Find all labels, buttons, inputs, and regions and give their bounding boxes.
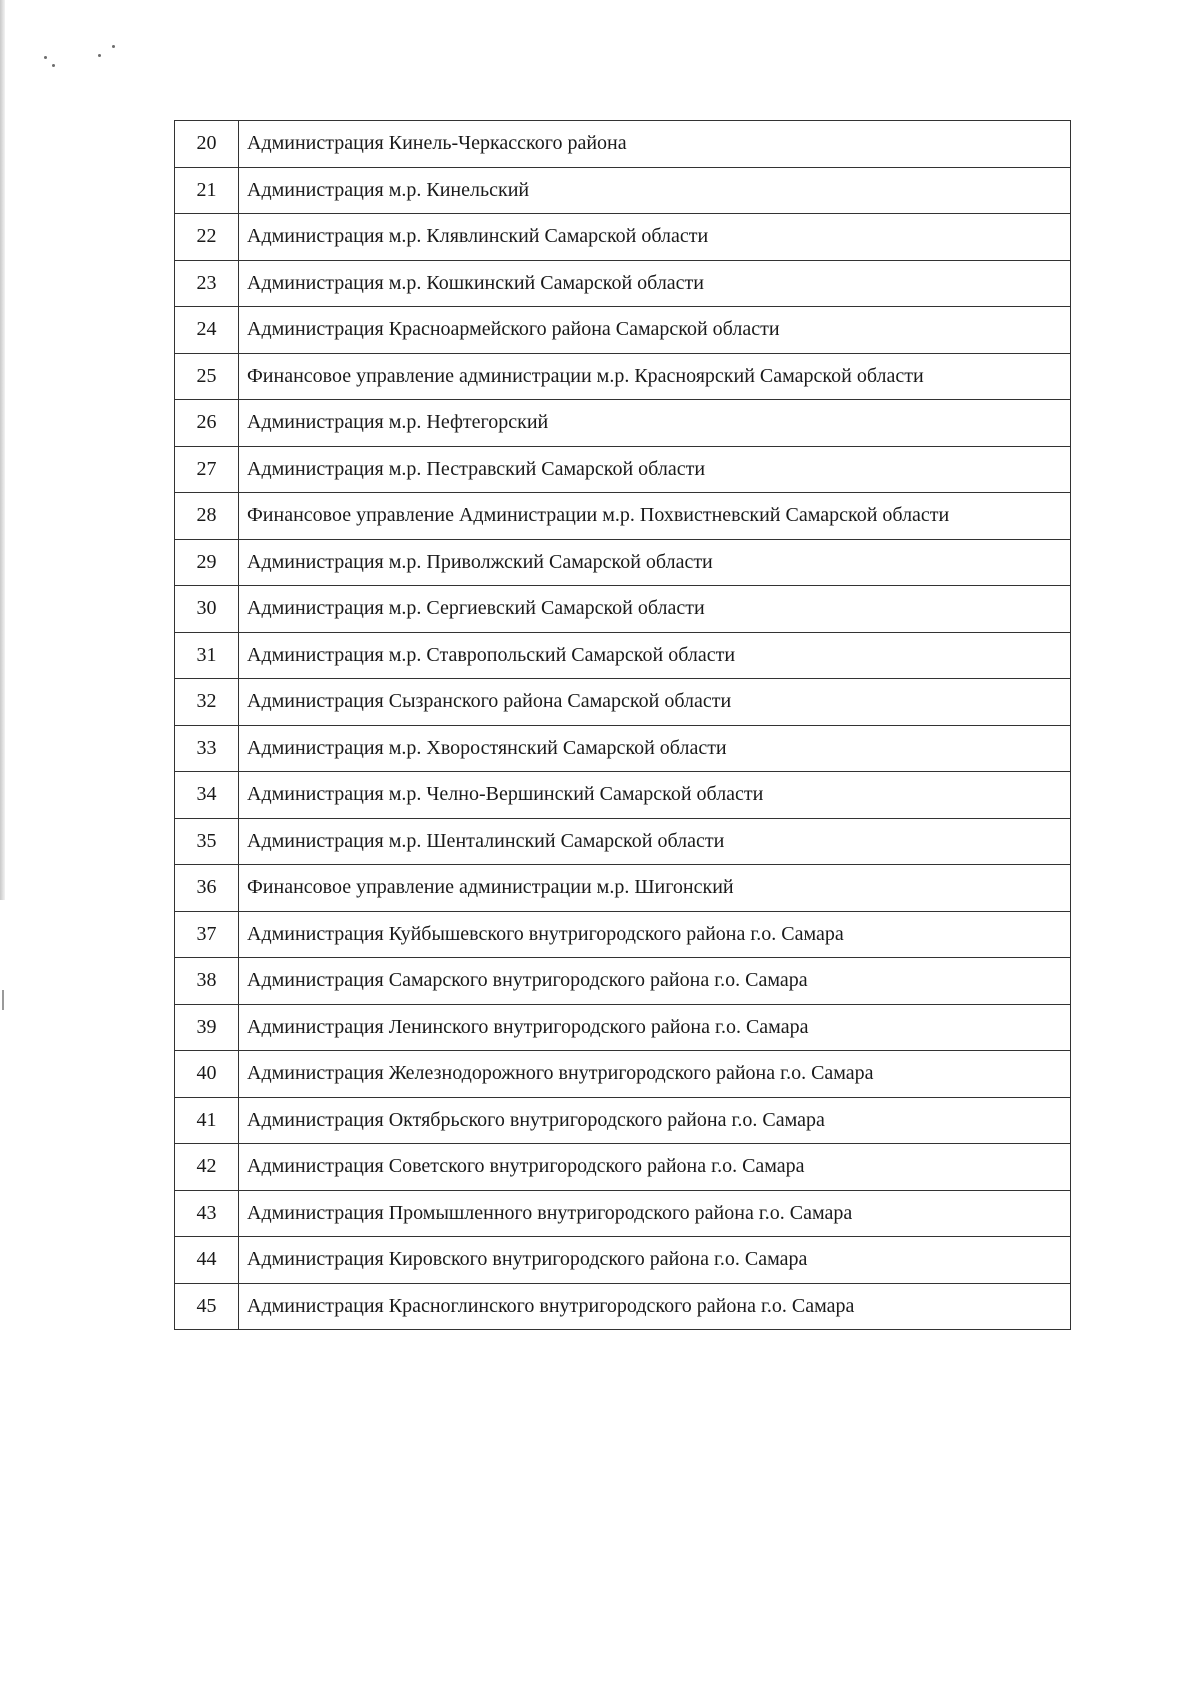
organization-name: Администрация м.р. Кинельский <box>239 167 1071 214</box>
organization-name: Администрация м.р. Нефтегорский <box>239 400 1071 447</box>
row-number: 24 <box>175 307 239 354</box>
scan-edge-shadow <box>0 0 5 900</box>
table-row <box>175 1283 1071 1330</box>
table-row <box>175 214 1071 261</box>
row-number: 26 <box>175 400 239 447</box>
table-row <box>175 1190 1071 1237</box>
organization-name: Администрация Октябрьского внутригородского района г.о. Самара <box>239 1097 1071 1144</box>
organization-name: Администрация Красноармейского района Самарской области <box>239 307 1071 354</box>
scan-speck <box>44 56 47 59</box>
row-number: 40 <box>175 1051 239 1098</box>
organization-name: Администрация Кировского внутригородского района г.о. Самара <box>239 1237 1071 1284</box>
table-row <box>175 679 1071 726</box>
organization-name: Финансовое управление Администрации м.р. Похвистневский Самарской области <box>239 493 1071 540</box>
table-row <box>175 865 1071 912</box>
organization-name: Администрация Куйбышевского внутригородского района г.о. Самара <box>239 911 1071 958</box>
organization-name: Администрация м.р. Ставропольский Самарской области <box>239 632 1071 679</box>
row-number: 43 <box>175 1190 239 1237</box>
row-number: 41 <box>175 1097 239 1144</box>
table-row <box>175 1097 1071 1144</box>
row-number: 23 <box>175 260 239 307</box>
table-row <box>175 260 1071 307</box>
row-number: 45 <box>175 1283 239 1330</box>
organization-name: Администрация Железнодорожного внутригородского района г.о. Самара <box>239 1051 1071 1098</box>
organization-name: Администрация м.р. Пестравский Самарской области <box>239 446 1071 493</box>
table-row <box>175 400 1071 447</box>
organization-name: Администрация Кинель-Черкасского района <box>239 121 1071 168</box>
organization-name: Финансовое управление администрации м.р. Красноярский Самарской области <box>239 353 1071 400</box>
organization-name: Администрация Ленинского внутригородского района г.о. Самара <box>239 1004 1071 1051</box>
row-number: 25 <box>175 353 239 400</box>
table-row <box>175 1004 1071 1051</box>
organization-name: Администрация м.р. Сергиевский Самарской области <box>239 586 1071 633</box>
table-row <box>175 307 1071 354</box>
row-number: 33 <box>175 725 239 772</box>
table-row <box>175 725 1071 772</box>
table-row <box>175 539 1071 586</box>
table-row <box>175 632 1071 679</box>
scan-edge-mark <box>2 990 4 1010</box>
organizations-table-body <box>175 121 1071 1330</box>
table-row <box>175 1144 1071 1191</box>
table-row <box>175 446 1071 493</box>
organization-name: Финансовое управление администрации м.р. Шигонский <box>239 865 1071 912</box>
row-number: 35 <box>175 818 239 865</box>
row-number: 29 <box>175 539 239 586</box>
table-row <box>175 121 1071 168</box>
row-number: 31 <box>175 632 239 679</box>
scan-speck <box>112 45 115 48</box>
row-number: 34 <box>175 772 239 819</box>
row-number: 22 <box>175 214 239 261</box>
row-number: 21 <box>175 167 239 214</box>
organization-name: Администрация Самарского внутригородского района г.о. Самара <box>239 958 1071 1005</box>
table-row <box>175 958 1071 1005</box>
table-row <box>175 1237 1071 1284</box>
organization-name: Администрация м.р. Клявлинский Самарской области <box>239 214 1071 261</box>
row-number: 42 <box>175 1144 239 1191</box>
row-number: 38 <box>175 958 239 1005</box>
table-row <box>175 353 1071 400</box>
organization-name: Администрация м.р. Челно-Вершинский Самарской области <box>239 772 1071 819</box>
row-number: 27 <box>175 446 239 493</box>
organization-name: Администрация Сызранского района Самарской области <box>239 679 1071 726</box>
table-row <box>175 167 1071 214</box>
table-row <box>175 1051 1071 1098</box>
organization-name: Администрация Красноглинского внутригородского района г.о. Самара <box>239 1283 1071 1330</box>
table-row <box>175 586 1071 633</box>
organization-name: Администрация Советского внутригородского района г.о. Самара <box>239 1144 1071 1191</box>
organization-name: Администрация м.р. Хворостянский Самарской области <box>239 725 1071 772</box>
row-number: 32 <box>175 679 239 726</box>
table-row <box>175 772 1071 819</box>
row-number: 39 <box>175 1004 239 1051</box>
organizations-table <box>174 120 1071 1330</box>
row-number: 44 <box>175 1237 239 1284</box>
organization-name: Администрация м.р. Кошкинский Самарской области <box>239 260 1071 307</box>
organization-name: Администрация м.р. Приволжский Самарской области <box>239 539 1071 586</box>
row-number: 30 <box>175 586 239 633</box>
row-number: 37 <box>175 911 239 958</box>
table-row <box>175 818 1071 865</box>
scan-speck <box>52 64 55 67</box>
row-number: 28 <box>175 493 239 540</box>
table-row <box>175 493 1071 540</box>
organization-name: Администрация м.р. Шенталинский Самарской области <box>239 818 1071 865</box>
scan-speck <box>98 54 101 57</box>
organization-name: Администрация Промышленного внутригородского района г.о. Самара <box>239 1190 1071 1237</box>
table-row <box>175 911 1071 958</box>
row-number: 36 <box>175 865 239 912</box>
row-number: 20 <box>175 121 239 168</box>
